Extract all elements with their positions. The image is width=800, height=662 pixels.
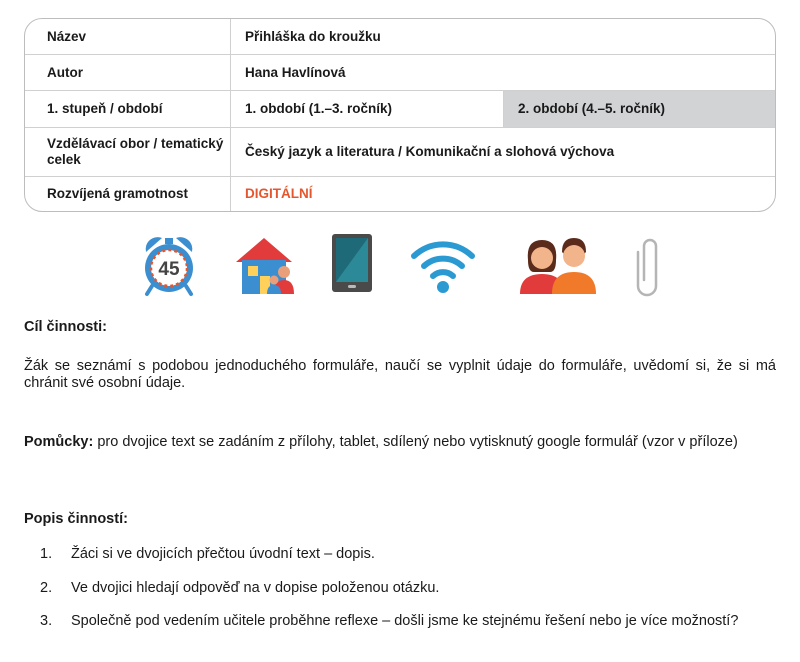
table-row-name [25,19,775,55]
value-name: Přihláška do kroužku [245,28,381,44]
label-literacy: Rozvíjená gramotnost [25,177,231,211]
value-literacy: DIGITÁLNÍ [245,186,313,201]
table-row-grade [25,91,775,128]
paperclip-icon [634,232,664,298]
value-grade-period-2: 2. období (4.–5. ročník) [504,91,775,127]
home-family-icon [234,232,300,298]
step-number: 2. [40,580,53,596]
step-text: Společně pod vedením učitele proběhne reflexe – došli jsme ke stejnému řešení nebo je více možností? [71,613,739,629]
tablet-icon [331,232,373,294]
goal-text: Žák se seznámí s podobou jednoduchého formuláře, naučí se vyplnit údaje do formuláře, uvědomí si, že si má chránit své osobní údaje. [24,358,776,391]
value-grade-period-1: 1. období (1.–3. ročník) [231,91,504,127]
table-row-subject [25,128,775,177]
tools-paragraph [24,434,776,451]
info-table [24,18,776,212]
label-subject: Vzdělávací obor / tematický celek [25,128,231,176]
wifi-icon [410,232,476,298]
tools-label: Pomůcky: [24,434,94,450]
tools-text: pro dvojice text se zadáním z přílohy, tablet, sdílený nebo vytisknutý google formulář (vzor v příloze) [93,434,738,450]
description-heading: Popis činností: [24,511,128,527]
goal-heading: Cíl činnosti: [24,319,107,335]
label-grade: 1. stupeň / období [25,91,231,127]
step-text: Ve dvojici hledají odpověď na v dopise položenou otázku. [71,580,440,596]
value-author: Hana Havlínová [245,64,346,80]
pair-people-icon [516,232,602,298]
value-subject: Český jazyk a literatura / Komunikační a slohová výchova [245,144,615,159]
label-author: Autor [25,55,231,90]
step-number: 1. [40,546,53,562]
label-name: Název [25,19,231,54]
table-row-literacy [25,177,775,211]
table-row-author [25,55,775,91]
clock-minutes: 45 [158,259,180,280]
activity-icons [0,232,800,302]
step-text: Žáci si ve dvojicích přečtou úvodní text – dopis. [71,546,375,562]
step-number: 3. [40,613,53,629]
alarm-clock-icon [140,232,198,298]
